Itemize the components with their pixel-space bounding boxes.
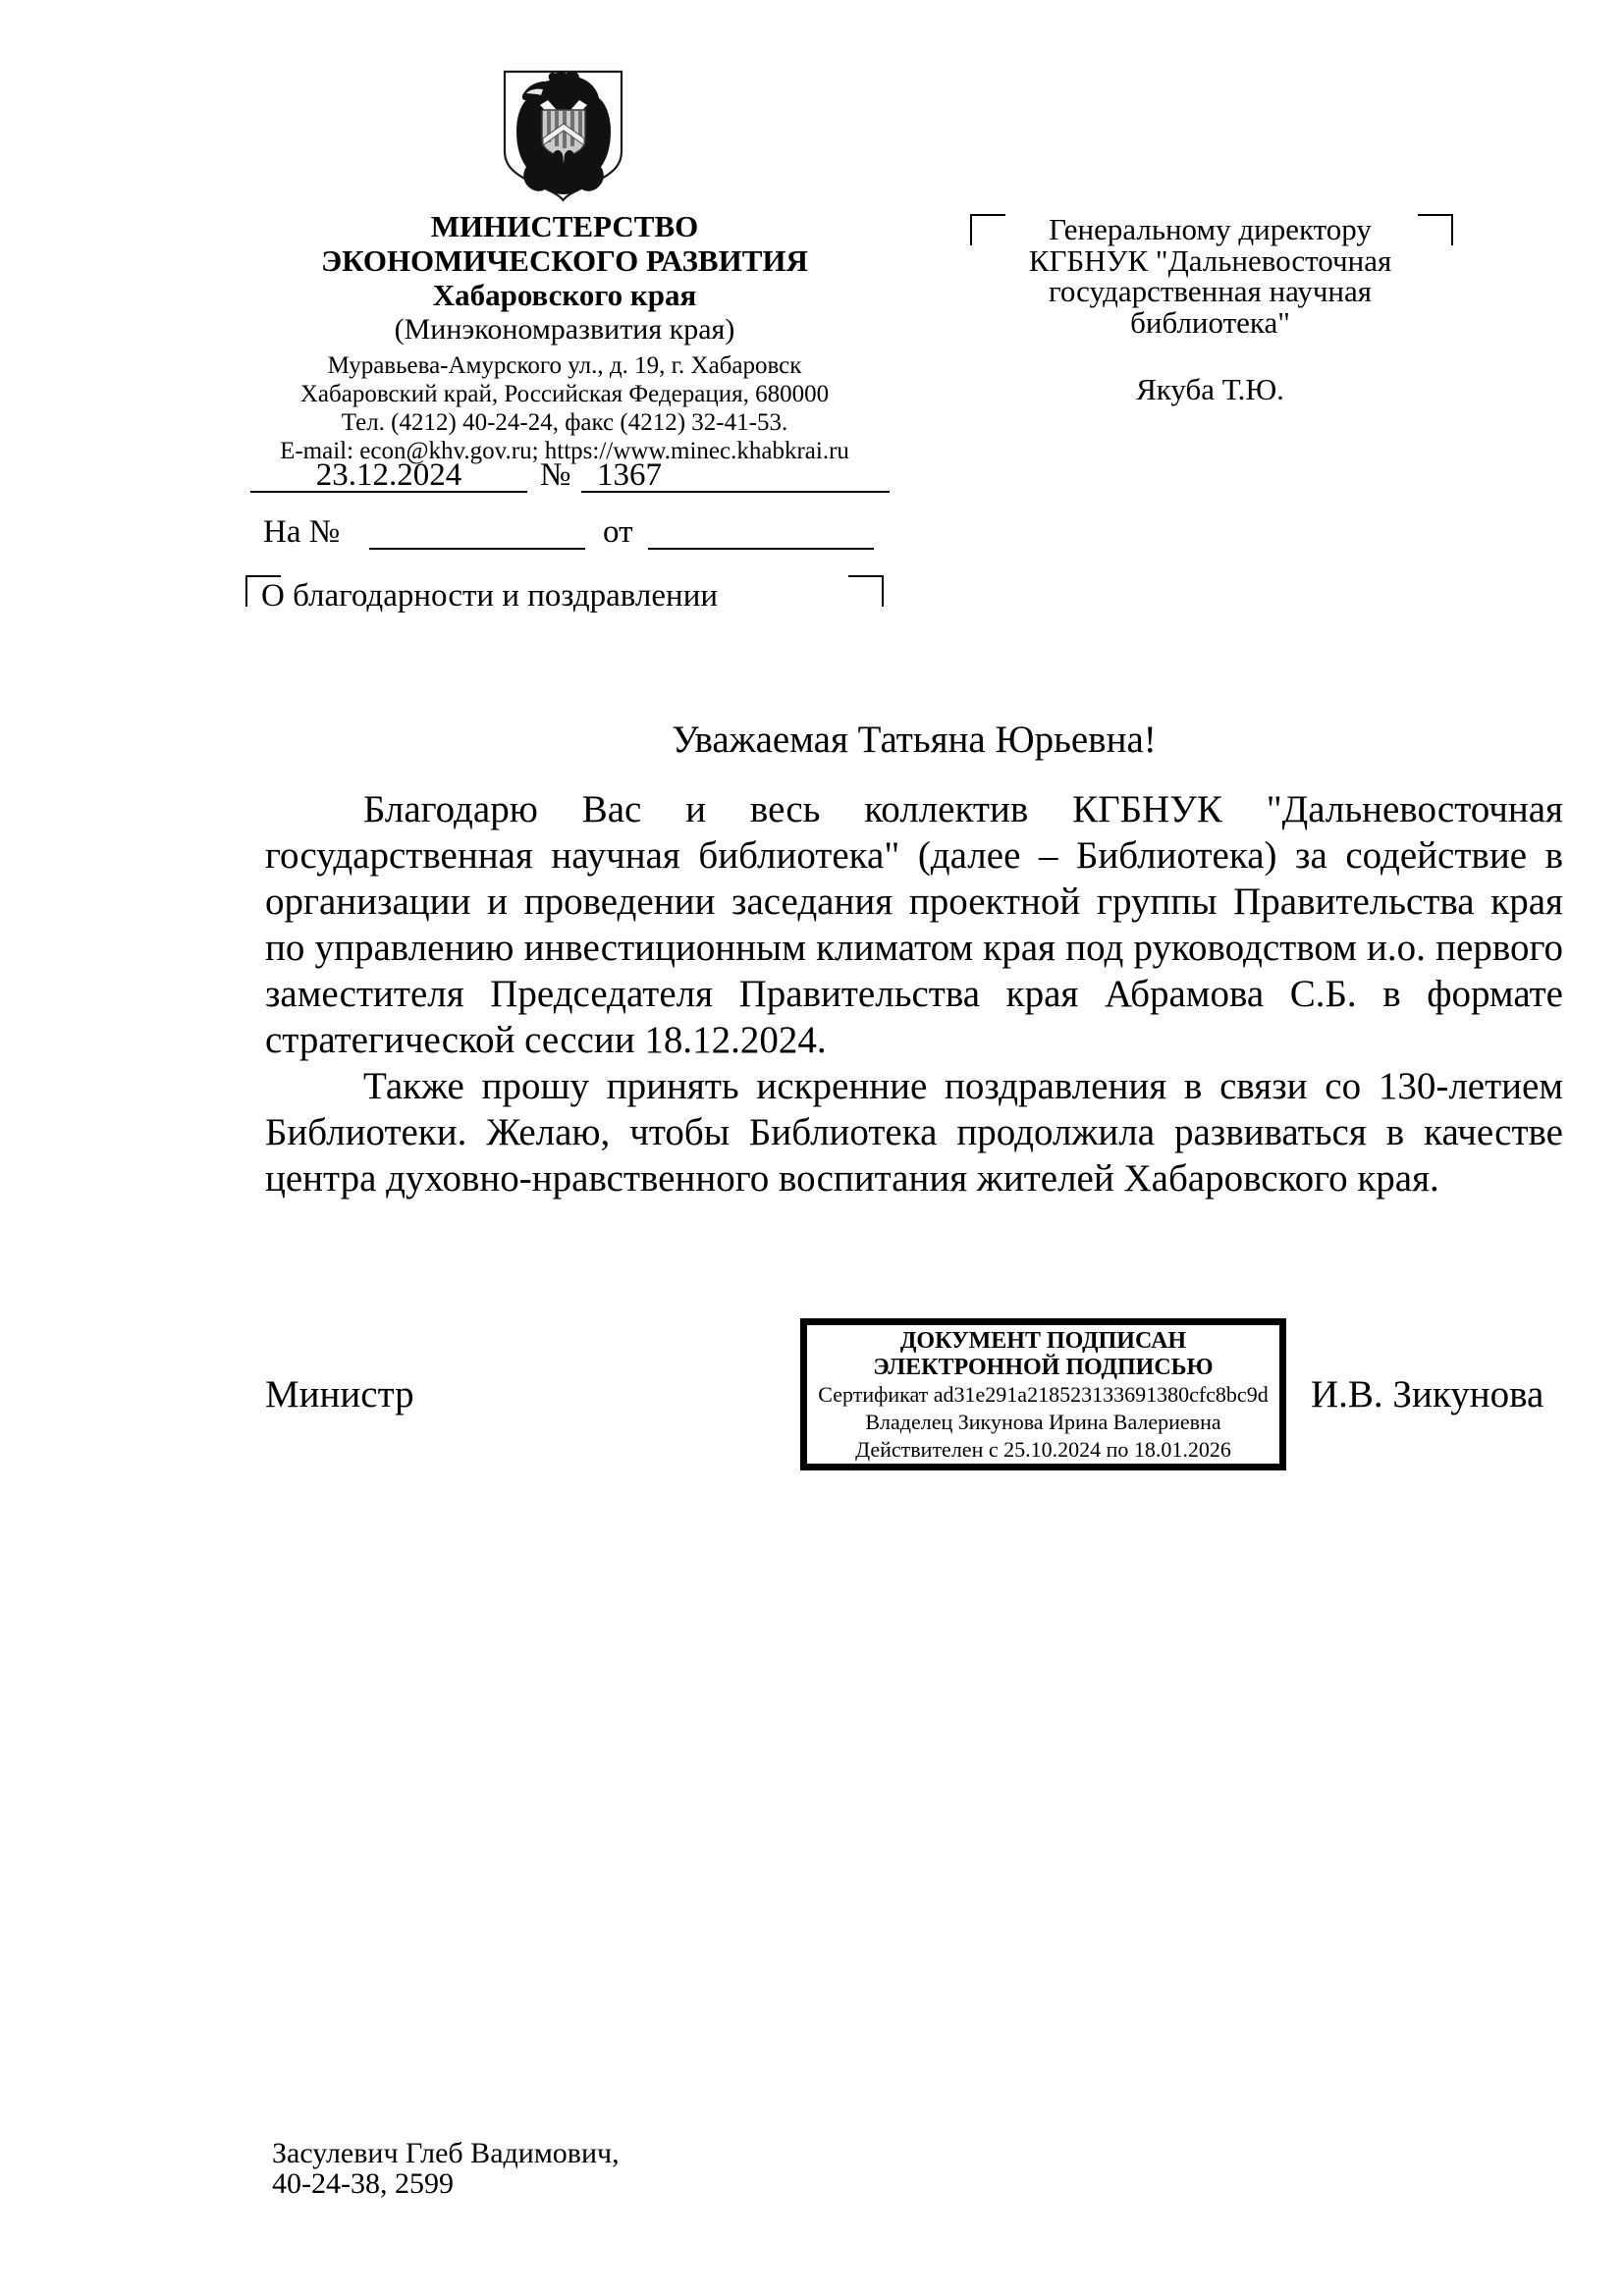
subject-corner-right (848, 575, 884, 607)
number-sign: № (540, 457, 571, 493)
executor-block (272, 2138, 620, 2199)
reply-date-blank (648, 514, 874, 550)
executor-phone: 40-24-38, 2599 (272, 2167, 454, 2200)
number-field (581, 457, 890, 493)
recipient-org-line2: государственная научная (1048, 274, 1373, 308)
recipient-block (967, 214, 1453, 405)
stamp-certificate: Сертификат ad31e291a218523133691380cfc8bc9d (818, 1382, 1269, 1407)
recipient-title: Генеральному директору (1049, 212, 1372, 246)
address-region: Хабаровский край, Российская Федерация, 680000 (299, 381, 830, 407)
reply-number-blank (369, 514, 585, 550)
stamp-title-line1: ДОКУМЕНТ ПОДПИСАН (899, 1328, 1187, 1354)
address-email-site: E-mail: econ@khv.gov.ru; https://www.minec.khabkrai.ru (280, 438, 849, 464)
stamp-title-line2: ЭЛЕКТРОННОЙ ПОДПИСЬЮ (873, 1355, 1214, 1380)
coat-of-arms-icon (501, 67, 625, 203)
address-street: Муравьева-Амурского ул., д. 19, г. Хабаровск (327, 352, 802, 379)
letter-body (265, 786, 1563, 1201)
letter-number: 1367 (597, 457, 662, 493)
date-number-row (245, 457, 893, 493)
electronic-signature-stamp (800, 1318, 1286, 1470)
ministry-name-line3: Хабаровского края (432, 278, 697, 312)
reply-prefix-label: На № (263, 514, 341, 550)
recipient-org-line1: КГБНУК "Дальневосточная (1028, 242, 1392, 278)
body-paragraph-2: Также прошу принять искренние поздравления в связи со 130-летием Библиотеки. Желаю, чтобы Библиотека продолжила развиваться в качестве центра духовно-нравственного воспитания жителей Хабаровского края. (265, 1065, 1563, 1200)
salutation: Уважаемая Татьяна Юрьевна! (672, 719, 1157, 761)
subject-line: О благодарности и поздравлении (261, 578, 719, 614)
stamp-owner: Владелец Зикунова Ирина Валериевна (865, 1410, 1221, 1434)
signer-position: Министр (265, 1373, 414, 1415)
ministry-name-line2: ЭКОНОМИЧЕСКОГО РАЗВИТИЯ (321, 243, 808, 278)
letter-date: 23.12.2024 (315, 457, 462, 493)
signer-name: И.В. Зикунова (1311, 1373, 1544, 1415)
letterhead (245, 209, 884, 465)
stamp-validity: Действителен с 25.10.2024 по 18.01.2026 (855, 1437, 1231, 1462)
recipient-name: Якуба Т.Ю. (1136, 372, 1284, 406)
recipient-org-line3: библиотека" (1130, 304, 1290, 340)
ministry-name-line1: МИНИСТЕРСТВО (430, 209, 699, 243)
body-paragraph-1: Благодарю Вас и весь коллектив КГБНУК "Дальневосточная государственная научная библиотека" (далее – Библиотека) за содействие в организации и проведении заседания проектной группы Правительства края по управлению инвестиционным климатом края под руководством и.о. первого заместителя Председателя Правительства края Абрамова С.Б. в формате стратегической сессии 18.12.2024. (265, 788, 1563, 1061)
ministry-short-name: (Минэкономразвития края) (394, 313, 735, 346)
reply-from-label: от (603, 514, 633, 550)
date-field (250, 457, 527, 493)
address-phone-fax: Тел. (4212) 40-24-24, факс (4212) 32-41-53. (341, 409, 788, 436)
executor-name: Засулевич Глеб Вадимович, (272, 2137, 620, 2169)
reply-reference-row (245, 514, 893, 550)
